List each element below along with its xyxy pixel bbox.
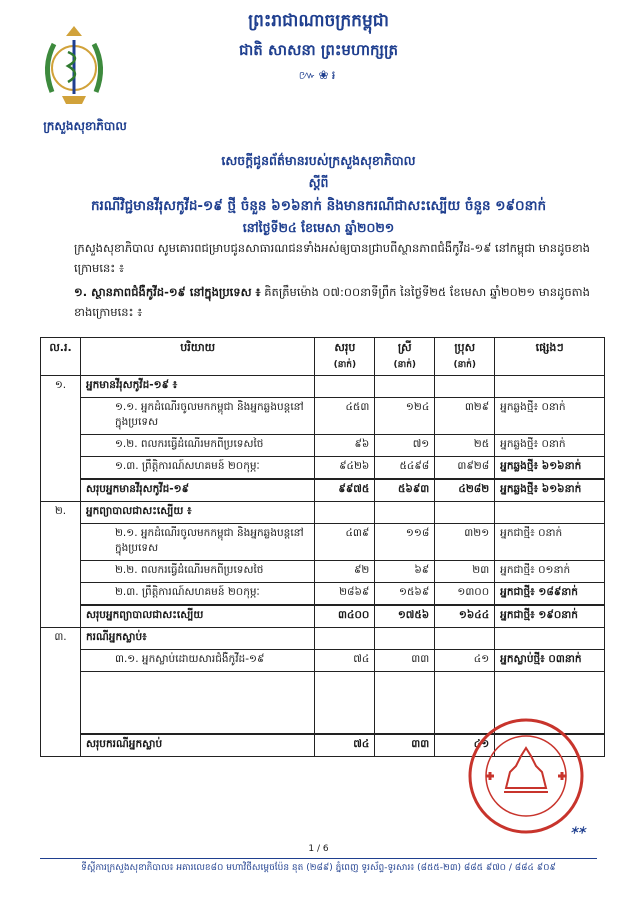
total-description: សរុបករណីអ្នកស្លាប់	[80, 734, 314, 757]
regarding-label: ស្តីពី	[308, 175, 329, 190]
total-value: ៣៤០០	[315, 605, 375, 628]
table-row	[41, 457, 605, 480]
group-number: ៣.	[41, 628, 81, 757]
national-motto: ជាតិ សាសនា ព្រះមហាក្សត្រ	[239, 41, 398, 59]
header-female: ស្រី (នាក់)	[375, 338, 435, 376]
table-row	[41, 435, 605, 457]
row-female: ៦៩	[375, 561, 435, 583]
row-female: ១៥៦៩	[375, 583, 435, 606]
total-other: អ្នកឆ្លងថ្មី៖ ៦១៦នាក់	[495, 479, 605, 502]
total-value: ៧៤	[315, 734, 375, 757]
group-number: ១.	[41, 376, 81, 502]
row-male: ៣២៩	[435, 398, 495, 435]
table-row	[41, 561, 605, 583]
announcement-subject: ករណីវិជ្ជមានវីរុសកូវីដ-១៩ ថ្មី ចំនួន ៦១៦នាក់ និងមានករណីជាសះស្បើយ ចំនួន ១៩០នាក់	[90, 198, 547, 214]
group-title: ករណីអ្នកស្លាប់៖	[80, 628, 314, 650]
header-no: ល.រ.	[41, 338, 81, 376]
table-header-row	[41, 338, 605, 376]
row-description: ២.១. អ្នកដំណើរចូលមកកម្ពុជា និងអ្នកឆ្លងបន្តនៅក្នុងប្រទេស	[80, 524, 314, 561]
row-description: ២.២. ពលករធ្វើដំណើរមកពីប្រទេសថៃ	[80, 561, 314, 583]
announcement-date: នៅថ្ងៃទី២៤ ខែមេសា ឆ្នាំ២០២១	[242, 220, 395, 235]
row-female: ៣៣	[375, 650, 435, 672]
row-description: ១.៣. ព្រឹត្តិការណ៍សហគមន៍ ២០កុម្ភៈ	[80, 457, 314, 480]
intro-paragraph: ក្រសួងសុខាភិបាល សូមគោរពជម្រាបជូនសាធារណជនទាំងអស់ឲ្យបានជ្រាបពីស្ថានភាពជំងឺកូវីដ-១៩ នៅកម្ពុជា មានដូចខាងក្រោមនេះ ៖	[74, 241, 590, 275]
row-female: ៧១	[375, 435, 435, 457]
total-value: ៩៩៧៥	[315, 479, 375, 502]
row-description: ៣.១. អ្នកស្លាប់ដោយសារជំងឺកូវីដ-១៩	[80, 650, 314, 672]
row-total: ៩៤២៦	[315, 457, 375, 480]
announcement-title: សេចក្តីជូនព័ត៌មានរបស់ក្រសួងសុខាភិបាល	[221, 153, 416, 168]
section-1-text: គិតត្រឹមម៉ោង ០៧:០០នាទីព្រឹក នៃថ្ងៃទី២៥ ខែមេសា ឆ្នាំ២០២១ មានដូចតាងខាងក្រោមនេះ ៖	[74, 285, 590, 319]
group-title: អ្នកមានវីរុសកូវីដ-១៩ ៖	[80, 376, 314, 398]
row-description: ១.១. អ្នកដំណើរចូលមកកម្ពុជា និងអ្នកឆ្លងបន្តនៅក្នុងប្រទេស	[80, 398, 314, 435]
ministry-name: ក្រសួងសុខាភិបាល	[43, 119, 127, 133]
row-total: ៩២	[315, 561, 375, 583]
row-female: ១១៨	[375, 524, 435, 561]
row-total: ២៨៦៩	[315, 583, 375, 606]
table-total-row	[41, 479, 605, 502]
row-male: ៣២១	[435, 524, 495, 561]
row-female: ៥៤៩៨	[375, 457, 435, 480]
kingdom-title: ព្រះរាជាណាចក្រកម្ពុជា	[248, 11, 389, 31]
row-other: អ្នកជាថ្មី៖ ០នាក់	[495, 524, 605, 561]
row-male: ៤១	[435, 650, 495, 672]
row-other: អ្នកឆ្លងថ្មី៖ ០នាក់	[495, 435, 605, 457]
table-row	[41, 524, 605, 561]
total-male: ៤១	[435, 734, 495, 757]
row-other: អ្នកឆ្លងថ្មី៖ ០នាក់	[495, 398, 605, 435]
document-titles	[0, 150, 637, 242]
header-male: ប្រុស (នាក់)	[435, 338, 495, 376]
table-row	[41, 650, 605, 672]
row-male: ២៣	[435, 561, 495, 583]
official-stamp-icon	[466, 716, 586, 836]
header-description: បរិយាយ	[80, 338, 314, 376]
table-row	[41, 583, 605, 606]
section-1-heading: ១. ស្ថានភាពជំងឺកូវីដ-១៩ នៅក្នុងប្រទេស ៖	[74, 285, 261, 299]
row-description: ២.៣. ព្រឹត្តិការណ៍សហគមន៍ ២០កុម្ភៈ	[80, 583, 314, 606]
total-female: ៣៣	[375, 734, 435, 757]
row-other: អ្នកជាថ្មី៖ ១៨៩នាក់	[495, 583, 605, 606]
table-row	[41, 398, 605, 435]
table-total-row	[41, 605, 605, 628]
signature-mark: ᕯ	[568, 822, 585, 846]
table-row	[41, 502, 605, 524]
header-other: ផ្សេងៗ	[495, 338, 605, 376]
total-description: សរុបអ្នកមានវីរុសកូវីដ-១៩	[80, 479, 314, 502]
row-male: ១៣០០	[435, 583, 495, 606]
row-other: អ្នកឆ្លងថ្មី៖ ៦១៦នាក់	[495, 457, 605, 480]
total-male: ៤២៨២	[435, 479, 495, 502]
header-total: សរុប (នាក់)	[315, 338, 375, 376]
section-1	[74, 282, 594, 322]
table-row	[41, 376, 605, 398]
row-female: ១២៤	[375, 398, 435, 435]
total-description: សរុបអ្នកព្យាបាលជាសះស្បើយ	[80, 605, 314, 628]
total-male: ១៦៤៤	[435, 605, 495, 628]
row-total: ៩៦	[315, 435, 375, 457]
header-ornament: ៚❀៛	[298, 68, 339, 82]
row-male: ៣៩២៨	[435, 457, 495, 480]
row-other: អ្នកជាថ្មី៖ ០១នាក់	[495, 561, 605, 583]
group-title: អ្នកព្យាបាលជាសះស្បើយ ៖	[80, 502, 314, 524]
row-total: ៤៥៣	[315, 398, 375, 435]
row-male: ២៥	[435, 435, 495, 457]
table-row	[41, 628, 605, 650]
row-description: ១.២. ពលករធ្វើដំណើរមកពីប្រទេសថៃ	[80, 435, 314, 457]
total-other: អ្នកជាថ្មី៖ ១៩០នាក់	[495, 605, 605, 628]
row-other: អ្នកស្លាប់ថ្មី៖ ០៣នាក់	[495, 650, 605, 672]
footer-divider	[40, 858, 597, 859]
page-number: 1 / 6	[308, 844, 329, 854]
ministry-logo-icon	[38, 22, 110, 112]
total-female: ១៧៥៦	[375, 605, 435, 628]
covid-stats-table	[40, 337, 605, 757]
row-total: ៧៤	[315, 650, 375, 672]
group-number: ២.	[41, 502, 81, 628]
row-total: ៤៣៩	[315, 524, 375, 561]
footer-address: ទីស្តីការក្រសួងសុខាភិបាល៖ អគារលេខ៨០ មហាវិថីសម្តេចប៉ែន នុត (២៨៩) ភ្នំពេញ ទូរស័ព្ទ-ទូរសារ៖ (៨៥៥-២៣) ៨៨៥ ៩៧០ / ៨៨៤ ៩០៩	[81, 863, 556, 873]
total-female: ៥៦៩៣	[375, 479, 435, 502]
